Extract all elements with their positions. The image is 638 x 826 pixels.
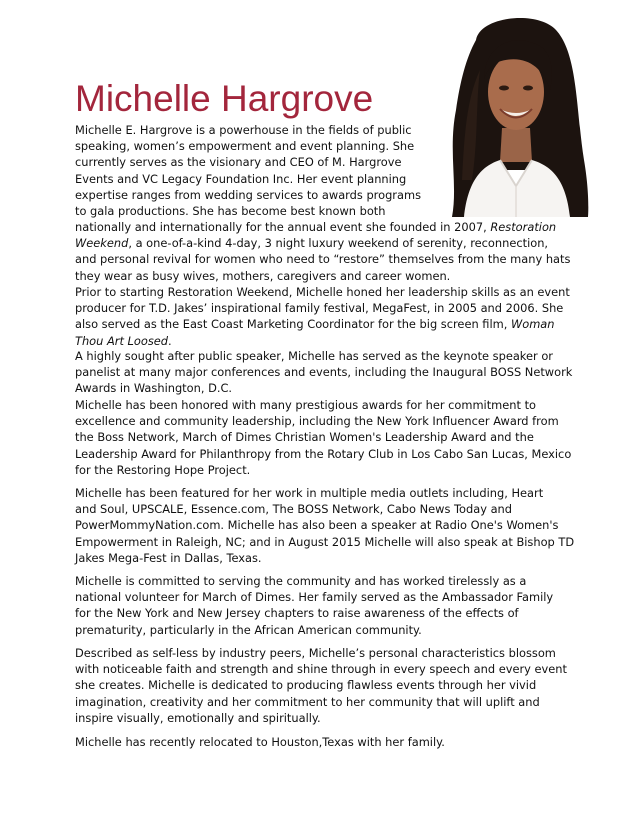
- paragraph-line: she creates. Michelle is dedicated to producing flawless events through her vivid: [75, 678, 537, 693]
- text-run: nationally and internationally for the annual event she founded in 2007,: [75, 220, 491, 234]
- intro-line: Michelle E. Hargrove is a powerhouse in the fields of public: [75, 123, 412, 137]
- text-run: , a one-of-a-kind 4-day, 3 night luxury weekend of serenity, reconnection,: [128, 236, 549, 251]
- paragraph-line: the Boss Network, March of Dimes Christian Women's Leadership Award and the: [75, 430, 534, 445]
- community-paragraph: [75, 573, 575, 638]
- restoration-paragraph: [75, 219, 575, 284]
- intro-paragraph: [75, 122, 420, 219]
- paragraph-line: producer for T.D. Jakes’ inspirational family festival, MegaFest, in 2005 and 2006. She: [75, 301, 564, 316]
- paragraph-line: [75, 219, 575, 235]
- media-paragraph: [75, 485, 575, 566]
- intro-line: to gala productions. She has become best known both: [75, 203, 386, 218]
- paragraph-line: Leadership Award for Philanthropy from the Rotary Club in Los Cabo San Lucas, Mexico: [75, 446, 572, 461]
- paragraph-line: [75, 333, 575, 349]
- paragraph-line: with noticeable faith and strength and shine through in every speech and every event: [75, 662, 567, 677]
- paragraph-line: Empowerment in Raleigh, NC; and in August 2015 Michelle will also speak at Bishop TD: [75, 534, 575, 549]
- page-title: Michelle Hargrove: [75, 78, 374, 119]
- paragraph-line: and Soul, UPSCALE, Essence.com, The BOSS Network, Cabo News Today and: [75, 502, 513, 517]
- intro-line: speaking, women’s empowerment and event planning. She: [75, 139, 415, 154]
- intro-line: expertise ranges from wedding services to awards programs: [75, 187, 422, 202]
- paragraph-line: Awards in Washington, D.C.: [75, 381, 233, 396]
- paragraph-line: Described as self-less by industry peers, Michelle’s personal characteristics blossom: [75, 646, 556, 660]
- paragraph-line: inspire visually, emotionally and spiritually.: [75, 710, 321, 725]
- paragraph-line: and personal revival for women who need to “restore” themselves from the many hats: [75, 252, 571, 267]
- intro-line: Events and VC Legacy Foundation Inc. Her event planning: [75, 171, 407, 186]
- paragraph-line: imagination, creativity and her commitment to her community that will uplift and: [75, 694, 540, 709]
- paragraph-line: Jakes Mega-Fest in Dallas, Texas.: [75, 550, 262, 565]
- paragraph-line: panelist at many major conferences and events, including the Inaugural BOSS Network: [75, 365, 573, 380]
- portrait-photo: [418, 10, 598, 217]
- text-run: .: [168, 333, 172, 348]
- paragraph-line: Michelle has been featured for her work in multiple media outlets including, Heart: [75, 486, 544, 500]
- film-title: Thou Art Loosed: [75, 333, 169, 348]
- paragraph-line: Michelle has recently relocated to Houston,Texas with her family.: [75, 735, 445, 749]
- paragraph-line: national volunteer for March of Dimes. Her family served as the Ambassador Family: [75, 590, 554, 605]
- paragraph-line: PowerMommyNation.com. Michelle has also been a speaker at Radio One's Women's: [75, 518, 559, 533]
- paragraph-line: Prior to starting Restoration Weekend, Michelle honed her leadership skills as an event: [75, 285, 570, 299]
- film-title: Woman: [510, 317, 555, 332]
- intro-line: currently serves as the visionary and CEO of M. Hargrove: [75, 155, 402, 170]
- paragraph-line: [75, 235, 575, 251]
- paragraph-line: Michelle has been honored with many prestigious awards for her commitment to: [75, 398, 537, 412]
- paragraph-line: they wear as busy wives, mothers, caregivers and career women.: [75, 268, 451, 283]
- paragraph-line: excellence and community leadership, including the New York Influencer Award from: [75, 414, 559, 429]
- text-run: also served as the East Coast Marketing Coordinator for the big screen film,: [75, 317, 511, 332]
- character-paragraph: [75, 645, 575, 726]
- speaker-paragraph: [75, 348, 575, 397]
- awards-paragraph: [75, 397, 575, 478]
- paragraph-line: prematurity, particularly in the African American community.: [75, 622, 422, 637]
- event-title: Restoration: [490, 220, 557, 234]
- megafest-paragraph: [75, 284, 575, 349]
- paragraph-line: for the New York and New Jersey chapters to raise awareness of the effects of: [75, 606, 519, 621]
- paragraph-line: Michelle is committed to serving the community and has worked tirelessly as a: [75, 574, 527, 588]
- paragraph-line: for the Restoring Hope Project.: [75, 462, 251, 477]
- paragraph-line: A highly sought after public speaker, Michelle has served as the keynote speaker or: [75, 349, 553, 363]
- paragraph-line: [75, 316, 575, 332]
- relocation-paragraph: [75, 734, 575, 750]
- event-title: Weekend: [75, 236, 129, 251]
